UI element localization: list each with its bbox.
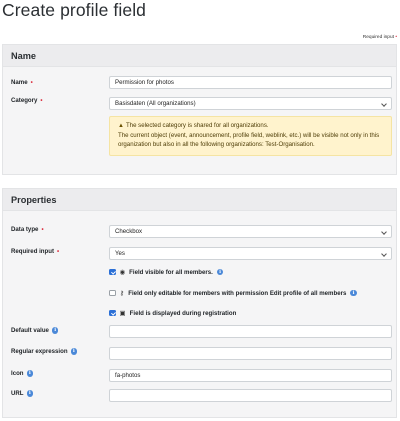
visible-all-option: ◉ Field visible for all members. i bbox=[109, 268, 223, 276]
required-input-select[interactable]: Yes bbox=[109, 247, 392, 260]
editable-only-checkbox[interactable] bbox=[109, 290, 116, 297]
visible-all-checkbox[interactable] bbox=[109, 269, 116, 276]
registration-option: ▣ Field is displayed during registration bbox=[109, 309, 236, 317]
name-section-header: Name bbox=[3, 45, 396, 67]
default-value-label: Default value i bbox=[11, 327, 58, 334]
default-value-input[interactable] bbox=[109, 325, 392, 338]
registration-checkbox[interactable] bbox=[109, 310, 116, 317]
shared-category-alert: ▲ The selected category is shared for all organizations. The current object (event, announcement, profile field, weblink, etc.) will be visible not only in this organization but also in all the following organizations: Test-Organisation. bbox=[109, 116, 392, 156]
url-label: URL i bbox=[11, 390, 33, 397]
category-label: Category • bbox=[11, 97, 43, 104]
info-circle-icon[interactable]: i bbox=[71, 348, 78, 355]
info-circle-icon[interactable]: i bbox=[350, 290, 357, 297]
eye-icon: ◉ bbox=[119, 269, 126, 276]
info-circle-icon[interactable]: i bbox=[217, 269, 224, 276]
required-input-note: Required input • bbox=[362, 35, 397, 40]
icon-input[interactable]: fa-photos bbox=[109, 369, 392, 382]
warning-triangle-icon: ▲ bbox=[118, 123, 124, 129]
key-icon: ⚷ bbox=[119, 290, 125, 297]
properties-section-header: Properties bbox=[3, 189, 396, 211]
url-input[interactable] bbox=[109, 389, 392, 402]
required-input-label: Required input • bbox=[11, 248, 60, 255]
properties-section bbox=[2, 188, 397, 418]
data-type-select[interactable]: Checkbox bbox=[109, 225, 392, 238]
editable-only-option: ⚷ Field only editable for members with permission Edit profile of all members i bbox=[109, 289, 357, 297]
name-section bbox=[2, 44, 397, 175]
icon-label: Icon i bbox=[11, 370, 33, 377]
required-star: • bbox=[395, 35, 397, 40]
page-title: Create profile field bbox=[2, 0, 147, 20]
info-circle-icon[interactable]: i bbox=[27, 370, 34, 377]
category-select[interactable]: Basisdaten (All organizations) bbox=[109, 97, 392, 110]
regex-label: Regular expression i bbox=[11, 348, 77, 355]
name-label: Name • bbox=[11, 79, 33, 86]
id-card-icon: ▣ bbox=[119, 310, 126, 317]
info-circle-icon[interactable]: i bbox=[27, 390, 34, 397]
name-input[interactable]: Permission for photos bbox=[109, 76, 392, 89]
regex-input[interactable] bbox=[109, 347, 392, 360]
info-circle-icon[interactable]: i bbox=[52, 327, 59, 334]
data-type-label: Data type • bbox=[11, 226, 44, 233]
